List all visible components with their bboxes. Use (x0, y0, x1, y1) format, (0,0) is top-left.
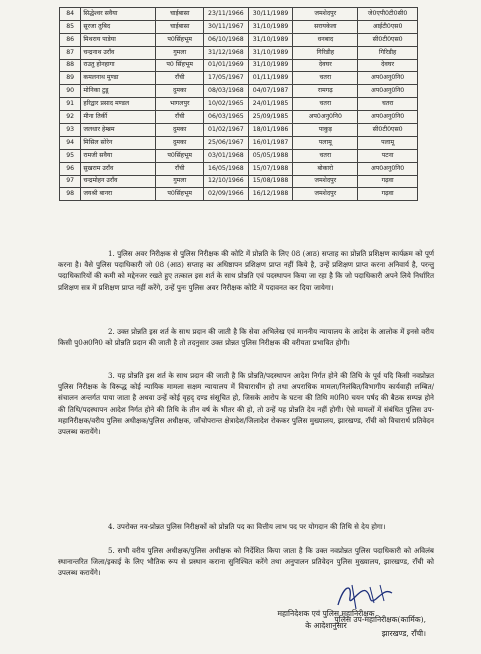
cell-serial-number: 93 (60, 124, 81, 137)
cell-current-posting: चतरा (293, 98, 358, 111)
cell-serial-number: 98 (60, 188, 81, 201)
cell-date-of-joining: 31/10/1989 (248, 46, 293, 59)
cell-current-posting: देवघर (293, 59, 358, 72)
cell-serial-number: 92 (60, 111, 81, 124)
cell-new-posting: जे0एपी0टी0सी0 (358, 8, 418, 21)
table-row (60, 98, 418, 111)
cell-date-of-birth: 10/02/1965 (204, 98, 249, 111)
table-row (60, 59, 418, 72)
cell-date-of-joining: 31/10/1989 (248, 59, 293, 72)
cell-serial-number: 88 (60, 59, 81, 72)
cell-date-of-joining: 01/11/1989 (248, 72, 293, 85)
cell-date-of-joining: 05/05/1988 (248, 149, 293, 162)
cell-serial-number: 95 (60, 149, 81, 162)
cell-new-posting: देवघर (358, 59, 418, 72)
paragraph-financial-benefit: 4. उपरोक्त नव-प्रोन्नत पुलिस निरीक्षकों को प्रोन्नति पद का वित्तीय लाभ पद पर योगदान की तिथि से देय होगा। (108, 522, 386, 531)
handwritten-signature (330, 579, 400, 613)
order-authority-line2: के आदेशानुसार (305, 621, 347, 630)
cell-home-district: गुमला (156, 175, 204, 188)
cell-current-posting: धनबाद (293, 33, 358, 46)
cell-current-posting: चतरा (293, 72, 358, 85)
table-row (60, 136, 418, 149)
cell-home-district: प0सिंहभूम (156, 149, 204, 162)
cell-home-district: चाईबासा (156, 8, 204, 21)
cell-serial-number: 97 (60, 175, 81, 188)
cell-home-district: राँची (156, 111, 204, 124)
cell-new-posting: आईटी0एस0 (358, 20, 418, 33)
cell-date-of-birth: 31/12/1968 (204, 46, 249, 59)
paragraph-pending-case-condition: 3. यह प्रोन्नति इस शर्त के साथ प्रदान की जाती है कि प्रोन्नति/पदस्थापन आदेश निर्गत होने की तिथि के पूर्व यदि किसी नवप्रोन्नत पुलिस निरीक्षक के विरूद्ध कोई न्यायिक मामला सक्षम न्यायालय में विचाराधीन हो तथा अपराधिक मामला/निलंबित/विभागीय कार्यवाही लम्बित/संचालन अन्तर्गत पाया जाता है अथवा उन्हें कोई वृहद् दण्ड संसूचित हो, जिसके आरोप के घटना की तिथि म0नि0 चयन पर्षद की बैठक सम्पन्न होने की तिथि/पदस्थापन आदेश निर्गत होने की तिथि के तीन वर्ष के भीतर की हो, तो उन्हें यह प्रोन्नति देय नहीं होगी। ऐसे मामलों में संबंधित पुलिस उप-महानिरीक्षक/वरीय पुलिस अधीक्षक/पुलिस अधीक्षक, जाँचोपरान्त क्षेत्रादेश/जिलादेश रोककर पुलिस मुख्यालय, झारखण्ड, राँची को विचारार्थ प्रतिवेदन उपलब्ध करायेंगे। (58, 371, 434, 437)
cell-date-of-birth: 01/01/1969 (204, 59, 249, 72)
cell-current-posting: रामगढ़ (293, 85, 358, 98)
cell-date-of-joining: 31/10/1989 (248, 20, 293, 33)
cell-date-of-birth: 06/03/1965 (204, 111, 249, 124)
cell-officer-name: कमलनाथ मुण्डा (81, 72, 156, 85)
cell-officer-name: राउतु होनहागा (81, 59, 156, 72)
paragraph-relieving-instruction: 5. सभी वरीय पुलिस अधीक्षक/पुलिस अधीक्षक को निर्देशित किया जाता है कि उक्त नवप्रोन्नत पुलिस पदाधिकारी को अविलंब स्थानान्तरित जिला/इकाई के लिए भौतिक रूप से प्रस्थान कराना सुनिश्चित करेंगे तथा अनुपालन प्रतिवेदन पुलिस मुख्यालय, झारखण्ड, राँची को उपलब्ध करायेंगे। (58, 546, 434, 578)
cell-date-of-birth: 12/10/1966 (204, 175, 249, 188)
cell-current-posting: अप0अनु0नि0 (293, 111, 358, 124)
cell-current-posting: गिरिडीह (293, 46, 358, 59)
cell-home-district: प0सिंहभूम (156, 33, 204, 46)
cell-home-district: राँची (156, 72, 204, 85)
cell-current-posting: जमशेदपुर (293, 8, 358, 21)
cell-date-of-joining: 16/01/1987 (248, 136, 293, 149)
cell-date-of-birth: 01/02/1967 (204, 124, 249, 137)
cell-date-of-birth: 06/10/1968 (204, 33, 249, 46)
cell-new-posting: पटना (358, 149, 418, 162)
cell-serial-number: 84 (60, 8, 81, 21)
cell-officer-name: मीना तिर्की (81, 111, 156, 124)
table-row (60, 46, 418, 59)
order-authority-line1: महानिदेशक एवं पुलिस महानिरीक्षक (277, 609, 375, 618)
cell-new-posting: सी0टी0एस0 (358, 33, 418, 46)
cell-home-district: दुमका (156, 136, 204, 149)
cell-home-district: गुमला (156, 46, 204, 59)
table-row (60, 111, 418, 124)
cell-date-of-birth: 16/05/1968 (204, 162, 249, 175)
table-row (60, 8, 418, 21)
cell-home-district: प0सिंहभूम (156, 188, 204, 201)
cell-new-posting: अप0अनु0नि0 (358, 85, 418, 98)
cell-officer-name: चन्द्रमोहन उराँव (81, 175, 156, 188)
table-row (60, 33, 418, 46)
table-row (60, 20, 418, 33)
cell-date-of-joining: 30/11/1989 (248, 8, 293, 21)
cell-current-posting: पलामू (293, 136, 358, 149)
cell-officer-name: रामजी सवैया (81, 149, 156, 162)
table-row (60, 162, 418, 175)
table-row (60, 175, 418, 188)
cell-current-posting: पाकुड़ (293, 124, 358, 137)
officer-roster-table (59, 7, 418, 201)
cell-date-of-joining: 24/01/1985 (248, 98, 293, 111)
cell-officer-name: जयश्री बानरा (81, 188, 156, 201)
cell-serial-number: 87 (60, 46, 81, 59)
cell-officer-name: सिद्धेश्वर सवैया (81, 8, 156, 21)
cell-home-district: दुमका (156, 124, 204, 137)
cell-officer-name: मोनिका टुडू (81, 85, 156, 98)
cell-officer-name: मिसिल सोरेन (81, 136, 156, 149)
cell-date-of-joining: 04/07/1987 (248, 85, 293, 98)
cell-date-of-joining: 15/07/1988 (248, 162, 293, 175)
cell-date-of-joining: 16/12/1988 (248, 188, 293, 201)
cell-new-posting: अप0अनु0नि0 (358, 72, 418, 85)
cell-new-posting: गढ़वा (358, 188, 418, 201)
cell-date-of-birth: 03/01/1968 (204, 149, 249, 162)
cell-date-of-joining: 18/01/1986 (248, 124, 293, 137)
cell-serial-number: 94 (60, 136, 81, 149)
cell-date-of-birth: 25/06/1967 (204, 136, 249, 149)
cell-home-district: प0 सिंहभूम (156, 59, 204, 72)
cell-serial-number: 89 (60, 72, 81, 85)
cell-date-of-birth: 17/05/1967 (204, 72, 249, 85)
cell-date-of-joining: 25/09/1985 (248, 111, 293, 124)
cell-officer-name: हरिद्वार प्रसाद मण्डल (81, 98, 156, 111)
cell-new-posting: गिरिडीह (358, 46, 418, 59)
cell-current-posting: जमशेदपुर (293, 188, 358, 201)
cell-new-posting: गढ़वा (358, 175, 418, 188)
cell-date-of-joining: 31/10/1989 (248, 33, 293, 46)
cell-serial-number: 96 (60, 162, 81, 175)
cell-officer-name: चन्द्रनाथ उराँव (81, 46, 156, 59)
cell-new-posting: अप0अनु0नि0 (358, 162, 418, 175)
cell-date-of-birth: 23/11/1966 (204, 8, 249, 21)
cell-date-of-birth: 08/03/1968 (204, 85, 249, 98)
cell-date-of-joining: 15/08/1988 (248, 175, 293, 188)
cell-officer-name: मिथराय पाडेया (81, 33, 156, 46)
cell-date-of-birth: 30/11/1967 (204, 20, 249, 33)
cell-new-posting: पलामू (358, 136, 418, 149)
cell-home-district: राँची (156, 162, 204, 175)
cell-serial-number: 86 (60, 33, 81, 46)
cell-officer-name: जलधार हेम्ब्रम (81, 124, 156, 137)
cell-serial-number: 85 (60, 20, 81, 33)
table-row (60, 149, 418, 162)
cell-new-posting: सी0टी0एस0 (358, 124, 418, 137)
table-row (60, 72, 418, 85)
signatory-location: झारखण्ड, राँची। (381, 629, 426, 638)
table-row (60, 188, 418, 201)
cell-current-posting: जमशेदपुर (293, 175, 358, 188)
cell-new-posting: चतरा (358, 98, 418, 111)
cell-serial-number: 91 (60, 98, 81, 111)
paragraph-seniority-condition: 2. उक्त प्रोन्नति इस शर्त के साथ प्रदान की जाती है कि सेवा अभिलेख एवं माननीय न्यायालय के आदेश के आलोक में इनसे वरीय किसी पु0अ0नि0 को प्रोन्नति प्रदान की जाती है तो तदनुसार उक्त प्रोन्नत पुलिस निरीक्षक की वरीयता प्रभावित होगी। (58, 327, 434, 348)
cell-current-posting: बोकारो (293, 162, 358, 175)
signatory-designation: पुलिस उप-महानिरीक्षक(कार्मिक), (334, 615, 426, 624)
cell-serial-number: 90 (60, 85, 81, 98)
table-row (60, 124, 418, 137)
table-row (60, 85, 418, 98)
cell-current-posting: चतरा (293, 149, 358, 162)
cell-officer-name: सूरजा तुबिद (81, 20, 156, 33)
cell-home-district: चाईबासा (156, 20, 204, 33)
cell-new-posting: अप0अनु0नि0 (358, 111, 418, 124)
cell-current-posting: सरायकेला (293, 20, 358, 33)
cell-date-of-birth: 02/09/1966 (204, 188, 249, 201)
cell-home-district: दुमका (156, 85, 204, 98)
paragraph-training-condition: 1. पुलिस अवर निरीक्षक से पुलिस निरीक्षक की कोटि में प्रोन्नति के लिए 08 (आठ) सप्ताह का प्रोन्नति प्रशिक्षण कार्यक्रम को पूर्ण करना है। वैसे पुलिस पदाधिकारी जो 08 (आठ) सप्ताह का अधिष्ठापन प्रशिक्षण प्राप्त नहीं किये है, उन्हें प्रशिक्षण प्राप्त करना अनिवार्य है, परन्तु पदाधिकारियों की कमी को मद्देनजर रखते हुए तत्काल इस शर्त के साथ प्रोन्नति एवं पदस्थापन किया जा रहा है कि जो पदाधिकारी अपने लिये निर्धारित प्रशिक्षण सत्र में प्रशिक्षण प्राप्त नहीं करेंगे, उन्हें पुनः पुलिस अवर निरीक्षक कोटि में पदावनत कर दिया जायेगा। (58, 249, 434, 292)
cell-home-district: भागलपुर (156, 98, 204, 111)
cell-officer-name: सुखराम उराँव (81, 162, 156, 175)
